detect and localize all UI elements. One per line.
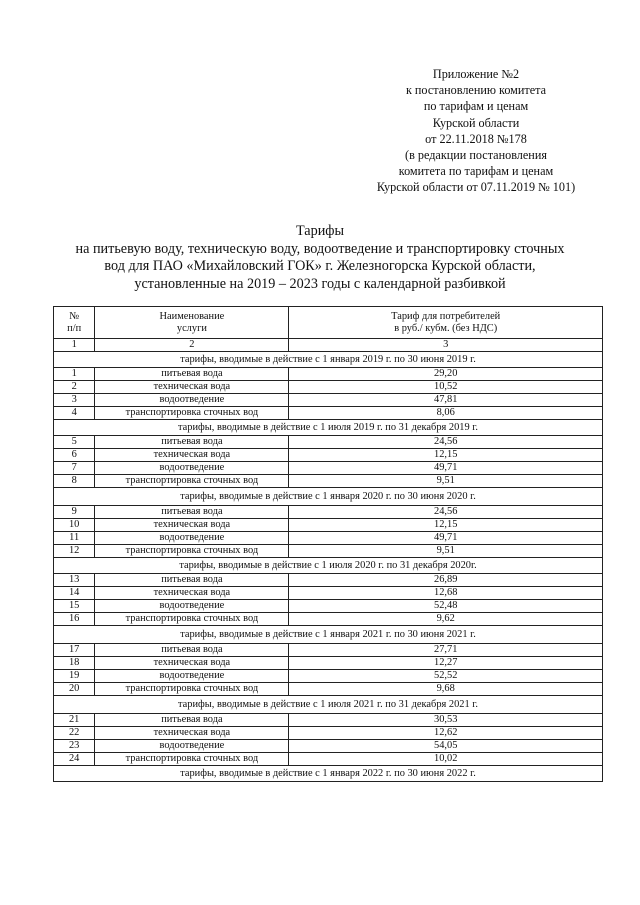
tariff-value: 12,68: [289, 587, 603, 600]
service-name: питьевая вода: [95, 574, 289, 587]
appendix-line: по тарифам и ценам: [423, 99, 529, 114]
tariff-value: 49,71: [289, 462, 603, 475]
tariff-value: 29,20: [289, 368, 603, 381]
row-number: 21: [54, 714, 95, 727]
table-row: [54, 740, 603, 753]
row-number: 8: [54, 475, 95, 488]
service-name: водоотведение: [95, 600, 289, 613]
tariff-table: [53, 306, 603, 782]
row-number: 19: [54, 670, 95, 683]
service-name: питьевая вода: [95, 436, 289, 449]
service-name: транспортировка сточных вод: [95, 475, 289, 488]
header-number-line: №: [69, 310, 80, 322]
header-number-cell: [54, 307, 95, 339]
period-label: тарифы, вводимые в действие с 1 января 2020 г. по 30 июня 2020 г.: [54, 488, 603, 506]
row-number: 20: [54, 683, 95, 696]
period-row: [54, 488, 603, 506]
tariff-value: 24,56: [289, 436, 603, 449]
period-row: [54, 420, 603, 436]
tariff-value: 12,15: [289, 519, 603, 532]
row-number: 15: [54, 600, 95, 613]
tariff-value: 9,51: [289, 475, 603, 488]
tariff-value: 30,53: [289, 714, 603, 727]
table-row: [54, 644, 603, 657]
header-service-line: услуги: [176, 322, 207, 334]
table-row: [54, 462, 603, 475]
row-number: 4: [54, 407, 95, 420]
service-name: техническая вода: [95, 657, 289, 670]
table-row: [54, 574, 603, 587]
tariff-value: 52,52: [289, 670, 603, 683]
header-number-line: п/п: [67, 322, 82, 334]
period-row: [54, 696, 603, 714]
service-name: транспортировка сточных вод: [95, 613, 289, 626]
table-row: [54, 727, 603, 740]
tariff-value: 54,05: [289, 740, 603, 753]
row-number: 7: [54, 462, 95, 475]
service-name: водоотведение: [95, 670, 289, 683]
table-row: [54, 600, 603, 613]
title-line: на питьевую воду, техническую воду, водоотведение и транспортировку сточных: [75, 240, 565, 257]
period-row: [54, 352, 603, 368]
column-number-cell: 1: [54, 339, 95, 352]
table-row: [54, 670, 603, 683]
period-label: тарифы, вводимые в действие с 1 июля 2021 г. по 31 декабря 2021 г.: [54, 696, 603, 714]
row-number: 6: [54, 449, 95, 462]
period-row: [54, 558, 603, 574]
table-row: [54, 519, 603, 532]
row-number: 17: [54, 644, 95, 657]
appendix-line: Курской области: [432, 115, 520, 130]
period-label: тарифы, вводимые в действие с 1 января 2022 г. по 30 июня 2022 г.: [54, 766, 603, 782]
tariff-value: 9,62: [289, 613, 603, 626]
service-name: техническая вода: [95, 449, 289, 462]
service-name: водоотведение: [95, 462, 289, 475]
period-label: тарифы, вводимые в действие с 1 января 2019 г. по 30 июня 2019 г.: [54, 352, 603, 368]
service-name: питьевая вода: [95, 644, 289, 657]
service-name: питьевая вода: [95, 506, 289, 519]
tariff-value: 27,71: [289, 644, 603, 657]
service-name: транспортировка сточных вод: [95, 545, 289, 558]
table-row: [54, 683, 603, 696]
service-name: транспортировка сточных вод: [95, 407, 289, 420]
table-row: [54, 436, 603, 449]
row-number: 16: [54, 613, 95, 626]
table-row: [54, 475, 603, 488]
service-name: питьевая вода: [95, 368, 289, 381]
row-number: 5: [54, 436, 95, 449]
service-name: транспортировка сточных вод: [95, 753, 289, 766]
row-number: 13: [54, 574, 95, 587]
appendix-line: Курской области от 07.11.2019 № 101): [376, 180, 576, 195]
row-number: 22: [54, 727, 95, 740]
service-name: техническая вода: [95, 727, 289, 740]
header-tariff-line: в руб./ кубм. (без НДС): [394, 322, 498, 334]
service-name: водоотведение: [95, 532, 289, 545]
tariff-value: 10,52: [289, 381, 603, 394]
appendix-line: Приложение №2: [432, 67, 520, 81]
period-row: [54, 766, 603, 782]
header-tariff-cell: [289, 307, 603, 339]
title-line: установленные на 2019 – 2023 годы с календарной разбивкой: [134, 275, 506, 292]
table-row: [54, 368, 603, 381]
service-name: водоотведение: [95, 740, 289, 753]
tariff-value: 10,02: [289, 753, 603, 766]
appendix-line: к постановлению комитета: [405, 83, 547, 98]
table-row: [54, 407, 603, 420]
table-row: [54, 394, 603, 407]
row-number: 2: [54, 381, 95, 394]
appendix-line: от 22.11.2018 №178: [425, 131, 527, 146]
header-service-cell: [95, 307, 289, 339]
column-number-cell: 3: [289, 339, 603, 352]
service-name: транспортировка сточных вод: [95, 683, 289, 696]
table-row: [54, 753, 603, 766]
tariff-value: 24,56: [289, 506, 603, 519]
row-number: 18: [54, 657, 95, 670]
row-number: 14: [54, 587, 95, 600]
header-service-line: Наименование: [159, 310, 225, 322]
tariff-value: 9,51: [289, 545, 603, 558]
column-number-row: [54, 339, 603, 352]
row-number: 10: [54, 519, 95, 532]
tariff-value: 12,62: [289, 727, 603, 740]
tariff-value: 49,71: [289, 532, 603, 545]
row-number: 23: [54, 740, 95, 753]
row-number: 11: [54, 532, 95, 545]
table-row: [54, 613, 603, 626]
table-row: [54, 714, 603, 727]
table-row: [54, 545, 603, 558]
tariff-value: 12,15: [289, 449, 603, 462]
service-name: водоотведение: [95, 394, 289, 407]
table-row: [54, 449, 603, 462]
table-row: [54, 506, 603, 519]
appendix-line: комитета по тарифам и ценам: [398, 164, 554, 179]
appendix-block: [356, 66, 596, 196]
column-number-cell: 2: [95, 339, 289, 352]
table-row: [54, 532, 603, 545]
service-name: техническая вода: [95, 587, 289, 600]
tariff-value: 47,81: [289, 394, 603, 407]
table-header-row: [54, 307, 603, 339]
period-row: [54, 626, 603, 644]
period-label: тарифы, вводимые в действие с 1 июля 2019 г. по 31 декабря 2019 г.: [54, 420, 603, 436]
tariff-value: 8,06: [289, 407, 603, 420]
row-number: 12: [54, 545, 95, 558]
table-row: [54, 657, 603, 670]
tariff-value: 12,27: [289, 657, 603, 670]
period-label: тарифы, вводимые в действие с 1 июля 2020 г. по 31 декабря 2020г.: [54, 558, 603, 574]
document-title: [0, 223, 640, 293]
row-number: 24: [54, 753, 95, 766]
tariff-value: 26,89: [289, 574, 603, 587]
tariff-value: 52,48: [289, 600, 603, 613]
table-row: [54, 587, 603, 600]
tariff-value: 9,68: [289, 683, 603, 696]
service-name: техническая вода: [95, 519, 289, 532]
title-heading: Тарифы: [295, 223, 345, 239]
service-name: техническая вода: [95, 381, 289, 394]
title-line: вод для ПАО «Михайловский ГОК» г. Железногорска Курской области,: [104, 258, 536, 274]
row-number: 9: [54, 506, 95, 519]
period-label: тарифы, вводимые в действие с 1 января 2021 г. по 30 июня 2021 г.: [54, 626, 603, 644]
row-number: 3: [54, 394, 95, 407]
service-name: питьевая вода: [95, 714, 289, 727]
table-row: [54, 381, 603, 394]
appendix-line: (в редакции постановления: [405, 148, 547, 163]
row-number: 1: [54, 368, 95, 381]
header-tariff-line: Тариф для потребителей: [391, 310, 501, 322]
